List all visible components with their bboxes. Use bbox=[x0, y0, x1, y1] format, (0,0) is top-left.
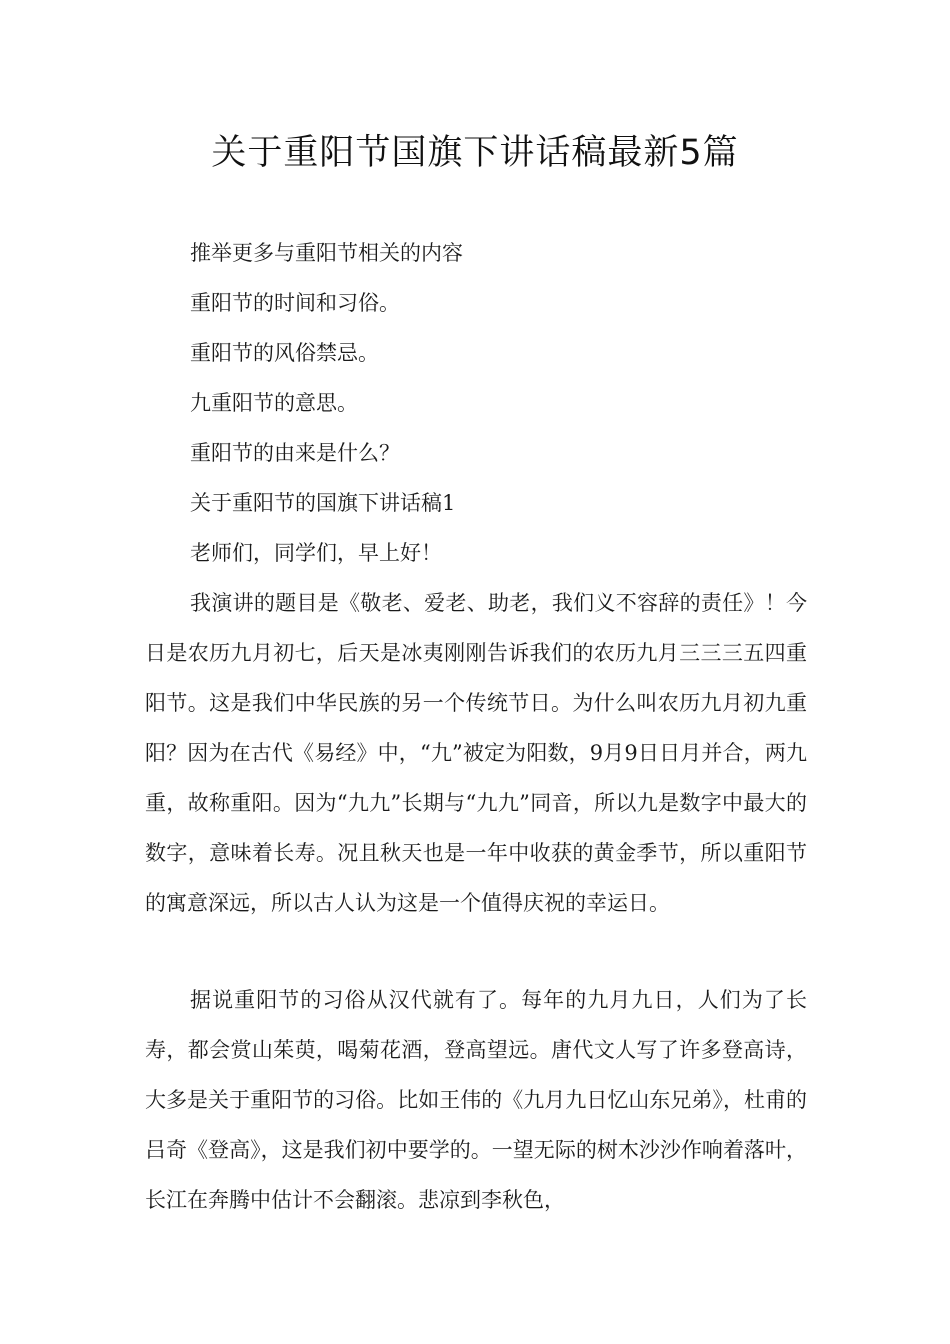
intro-line: 九重阳节的意思。 bbox=[190, 391, 358, 415]
body-paragraph: 我演讲的题目是《敬老、爱老、助老，我们义不容辞的责任》！今日是农历九月初七，后天是冰夷刚刚告诉我们的农历九月三三三五四重阳节。这是我们中华民族的另一个传统节日。为什么叫农历九月初九重阳？因为在古代《易经》中，“九”被定为阳数，9月9日日月并合，两九重，故称重阳。因为“九九”长期与“九九”同音，所以九是数字中最大的数字，意味着长寿。况且秋天也是一年中收获的黄金季节，所以重阳节的寓意深远，所以古人认为这是一个值得庆祝的幸运日。 bbox=[145, 591, 807, 915]
intro-line: 重阳节的由来是什么？ bbox=[190, 441, 400, 465]
intro-line: 推举更多与重阳节相关的内容 bbox=[190, 241, 463, 265]
body-paragraph: 据说重阳节的习俗从汉代就有了。每年的九月九日，人们为了长寿，都会赏山茱萸，喝菊花酒，登高望远。唐代文人写了许多登高诗，大多是关于重阳节的习俗。比如王伟的《九月九日忆山东兄弟》，杜甫的吕奇《登高》，这是我们初中要学的。一望无际的树木沙沙作响着落叶，长江在奔腾中估计不会翻滚。悲凉到李秋色， bbox=[145, 988, 807, 1212]
greeting-line: 老师们，同学们，早上好！ bbox=[190, 541, 442, 565]
intro-lines bbox=[190, 228, 830, 578]
intro-line: 重阳节的风俗禁忌。 bbox=[190, 341, 379, 365]
document-title: 关于重阳节国旗下讲话稿最新5篇 bbox=[211, 133, 739, 173]
intro-line: 重阳节的时间和习俗。 bbox=[190, 291, 400, 315]
speech-heading: 关于重阳节的国旗下讲话稿1 bbox=[190, 491, 456, 515]
